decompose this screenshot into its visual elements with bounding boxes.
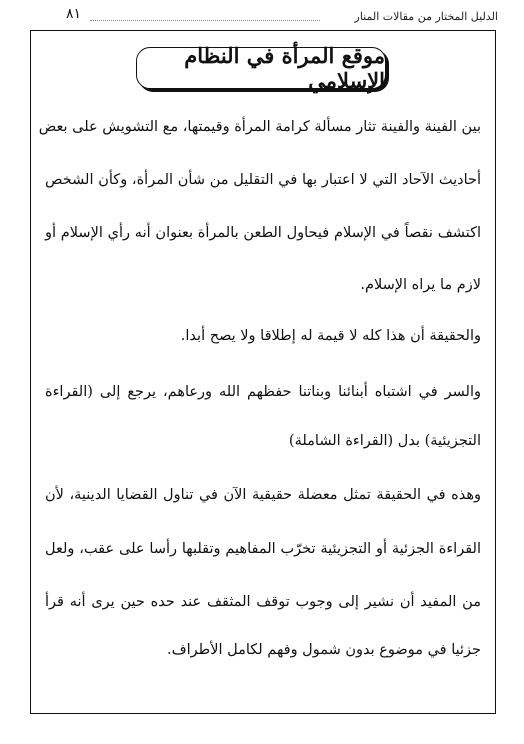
header-dotted-rule	[90, 20, 320, 21]
paragraph-line: بين الفينة والفينة تثار مسألة كرامة المرأة وقيمتها، مع التشويش على بعض	[38, 119, 481, 135]
paragraph-line: من المفيد أن نشير إلى وجوب توقف المثقف عند حده حين يرى أنه قرأ	[45, 594, 481, 610]
chapter-title-box	[136, 43, 386, 93]
page-frame	[30, 30, 496, 714]
paragraph-line: وهذه في الحقيقة تمثل معضلة حقيقية الآن في تناول القضايا الدينية، لأن	[45, 487, 481, 503]
paragraph-line: اكتشف نقصاً في الإسلام فيحاول الطعن بالمرأة بعنوان أنه رأي الإسلام أو	[45, 225, 481, 241]
chapter-title: موقع المرأة في النظام الإسلامي	[184, 43, 385, 93]
page-header	[20, 8, 498, 24]
paragraph-line: والحقيقة أن هذا كله لا قيمة له إطلاقا ولا يصح أبدا.	[180, 328, 481, 344]
paragraph-line: أحاديث الآحاد التي لا اعتبار بها في التقليل من شأن المرأة، وكأن الشخص	[45, 172, 481, 188]
paragraph-line: لازم ما يراه الإسلام.	[360, 277, 481, 293]
paragraph-line: القراءة الجزئية أو التجزيئية تخرّب المفاهيم وتقلبها رأسا على عقب، ولعل	[45, 541, 481, 557]
paragraph-line: والسر في اشتباه أبنائنا وبناتنا حفظهم الله ورعاهم، يرجع إلى (القراءة	[45, 384, 481, 400]
paragraph-line: التجزيئية) بدل (القراءة الشاملة)	[288, 433, 481, 449]
page-number: ٨١	[66, 6, 82, 22]
paragraph-line: جزئيا في موضوع بدون شمول وفهم لكامل الأطراف.	[166, 642, 481, 658]
running-title: الدليل المختار من مقالات المنار	[354, 10, 498, 23]
